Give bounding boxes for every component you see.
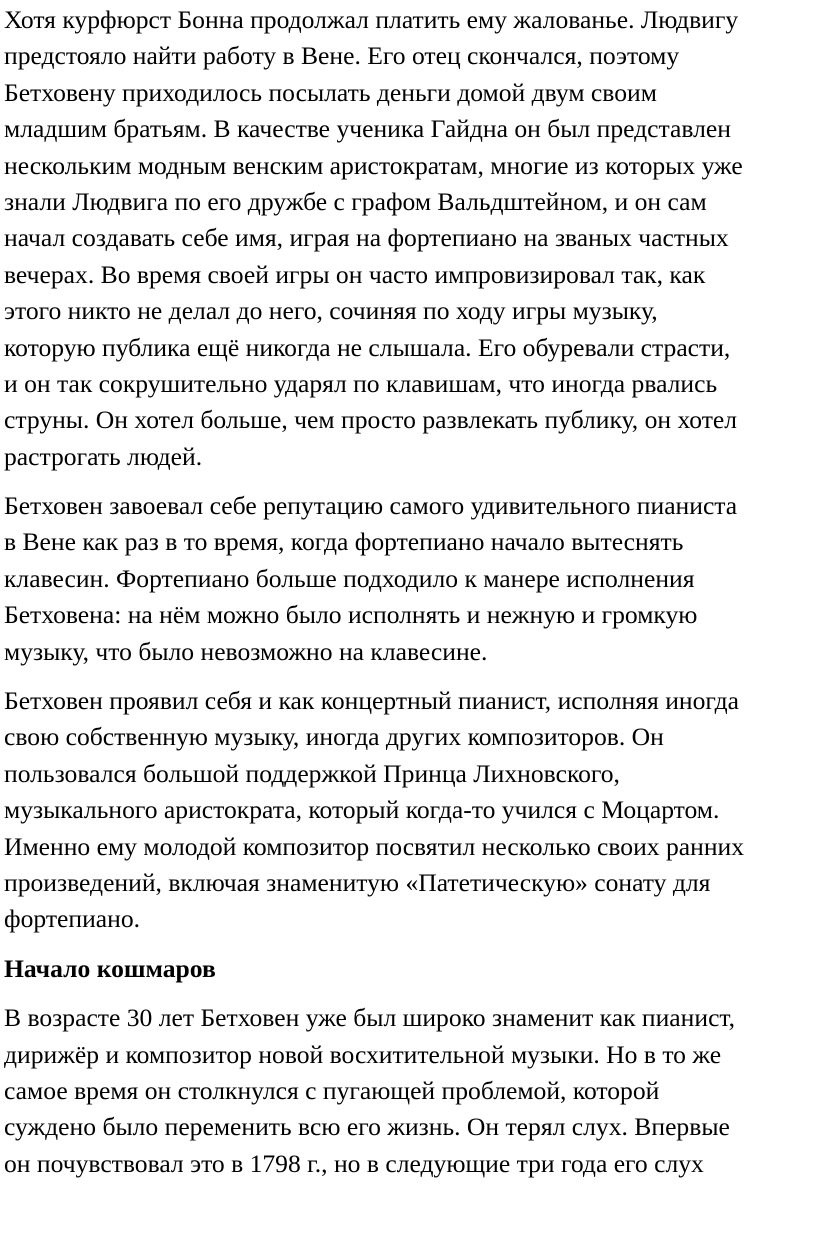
text-line: Бетховена: на нём можно было исполнять и нежную и громкую xyxy=(4,600,698,630)
paragraph-4 xyxy=(4,1000,816,1182)
text-line: Хотя курфюрст Бонна продолжал платить ему жалованье. Людвигу xyxy=(4,5,739,34)
text-line: музыку, что было невозможно на клавесине. xyxy=(4,636,488,666)
text-line: младшим братьям. В качестве ученика Гайдна он был представлен xyxy=(4,114,731,144)
text-line: музыкального аристократа, который когда-то учился с Моцартом. xyxy=(4,795,720,825)
text-line: в Вене как раз в то время, когда фортепиано начало вытеснять xyxy=(4,527,684,557)
text-line: произведений, включая знаменитую «Патетическую» сонату для xyxy=(4,867,711,897)
text-line: растрогать людей. xyxy=(4,441,203,471)
paragraph-3 xyxy=(4,683,816,938)
text-line: Бетховену приходилось посылать деньги домой двум своим xyxy=(4,77,657,107)
text-line: дирижёр и композитор новой восхитительной музыки. Но в то же xyxy=(4,1039,722,1069)
text-line: самое время он столкнулся с пугающей проблемой, которой xyxy=(4,1075,660,1105)
text-line: он почувствовал это в 1798 г., но в следующие три года его слух xyxy=(4,1148,704,1178)
text-line: фортепиано. xyxy=(4,904,141,934)
text-line: начал создавать себе имя, играя на фортепиано на званых частных xyxy=(4,223,729,253)
text-line: Бетховен завоевал себе репутацию самого удивительного пианиста xyxy=(4,491,738,521)
text-line: которую публика ещё никогда не слышала. Его обуревали страсти, xyxy=(4,332,731,362)
paragraph-1 xyxy=(4,2,816,475)
section-heading xyxy=(4,951,816,987)
text-line: клавесин. Фортепиано больше подходило к манере исполнения xyxy=(4,563,695,593)
document-page xyxy=(4,0,816,1195)
text-line: знали Людвига по его дружбе с графом Вальдштейном, и он сам xyxy=(4,186,707,216)
text-line: Именно ему молодой композитор посвятил несколько своих ранних xyxy=(4,831,745,861)
text-line: и он так сокрушительно ударял по клавишам, что иногда рвались xyxy=(4,368,718,398)
paragraph-2 xyxy=(4,488,816,670)
text-line: В возрасте 30 лет Бетховен уже был широко знаменит как пианист, xyxy=(4,1003,736,1033)
heading-text: Начало кошмаров xyxy=(4,953,216,983)
text-line: свою собственную музыку, иногда других композиторов. Он xyxy=(4,722,664,752)
text-line: предстояло найти работу в Вене. Его отец скончался, поэтому xyxy=(4,41,680,71)
text-line: вечерах. Во время своей игры он часто импровизировал так, как xyxy=(4,259,706,289)
text-line: струны. Он хотел больше, чем просто развлекать публику, он хотел xyxy=(4,405,738,435)
text-line: пользовался большой поддержкой Принца Лихновского, xyxy=(4,758,620,788)
text-line: этого никто не делал до него, сочиняя по ходу игры музыку, xyxy=(4,296,658,326)
text-line: Бетховен проявил себя и как концертный пианист, исполняя иногда xyxy=(4,686,739,716)
text-line: нескольким модным венским аристократам, многие из которых уже xyxy=(4,150,743,180)
text-line: суждено было переменить всю его жизнь. Он терял слух. Впервые xyxy=(4,1112,730,1142)
